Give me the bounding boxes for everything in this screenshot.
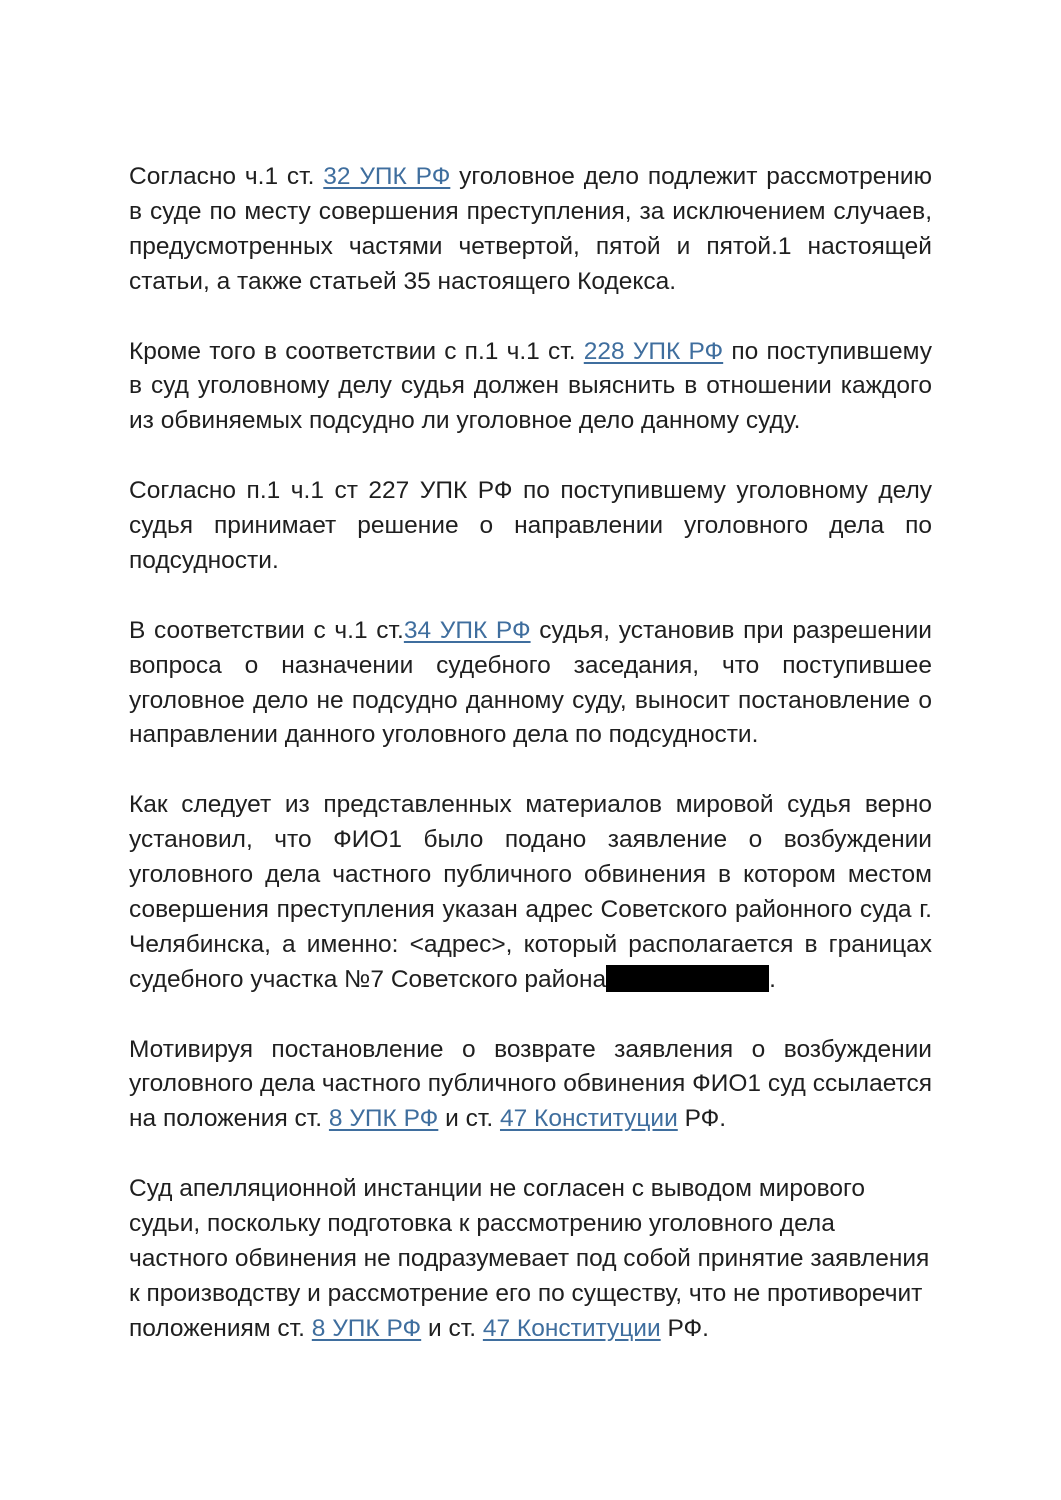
paragraph-text: и ст. — [421, 1314, 483, 1342]
paragraph-text: Кроме того в соответствии с п.1 ч.1 ст. — [129, 337, 584, 365]
paragraph-text: . — [769, 965, 776, 993]
redaction-block — [606, 965, 769, 992]
paragraph-text: РФ. — [677, 1105, 727, 1133]
paragraph-4 — [129, 614, 932, 754]
paragraph-text: В соответствии с ч.1 ст. — [129, 616, 404, 644]
paragraph-text: Согласно п.1 ч.1 ст 227 УПК РФ по поступившему уголовному делу судья принимает решение о направлении уголовного дела по подсудности. — [129, 477, 932, 574]
law-link-upk-34[interactable]: 34 УПК РФ — [403, 616, 531, 644]
law-link-upk-32[interactable]: 32 УПК РФ — [323, 163, 451, 190]
paragraph-5 — [129, 788, 932, 997]
document-body — [129, 160, 932, 1382]
paragraph-7 — [129, 1172, 932, 1347]
paragraph-2 — [129, 335, 932, 440]
paragraph-text: РФ. — [660, 1314, 709, 1342]
paragraph-text: и ст. — [438, 1105, 500, 1133]
law-link-constitution-47[interactable]: 47 Конституции — [482, 1314, 661, 1342]
law-link-upk-8[interactable]: 8 УПК РФ — [328, 1105, 439, 1133]
law-link-upk-8[interactable]: 8 УПК РФ — [311, 1314, 422, 1342]
paragraph-text: судья, установив при разрешении вопроса о назначении судебного заседания, что поступившее уголовное дело не подсудно данному суду, выносит постановление о направлении данного уголовного дела по подсудности. — [129, 616, 932, 749]
paragraph-text: Согласно ч.1 ст. — [129, 163, 324, 190]
paragraph-text: Суд апелляционной инстанции не согласен с выводом мирового судьи, поскольку подготовка к рассмотрению уголовного дела частного обвинения не подразумевает под собой принятие заявления к производству и рассмотрение его по существу, что не противоречит положениям ст. — [129, 1175, 930, 1342]
law-link-upk-228[interactable]: 228 УПК РФ — [583, 337, 724, 365]
paragraph-text: уголовное дело подлежит рассмотрению в суде по месту совершения преступления, за исключением случаев, предусмотренных частями четвертой, пятой и пятой.1 настоящей статьи, а также статьей 35 настоящего Кодекса. — [129, 163, 932, 295]
paragraph-text: Мотивируя постановление о возврате заявления о возбуждении уголовного дела частного публичного обвинения ФИО1 суд ссылается на положения ст. — [129, 1035, 932, 1133]
paragraph-text: по поступившему в суд уголовному делу судья должен выяснить в отношении каждого из обвиняемых подсудно ли уголовное дело данному суду. — [129, 337, 932, 435]
paragraph-text: Как следует из представленных материалов мировой судья верно установил, что ФИО1 было подано заявление о возбуждении уголовного дела частного публичного обвинения в котором местом совершения преступления указан адрес Советского районного суда г. Челябинска, а именно: <адрес>, который располагается в границах судебного участка №7 Советского района — [129, 791, 932, 993]
paragraph-3 — [129, 474, 932, 579]
law-link-constitution-47[interactable]: 47 Конституции — [499, 1105, 678, 1133]
paragraph-1 — [129, 160, 932, 300]
paragraph-6 — [129, 1033, 932, 1138]
